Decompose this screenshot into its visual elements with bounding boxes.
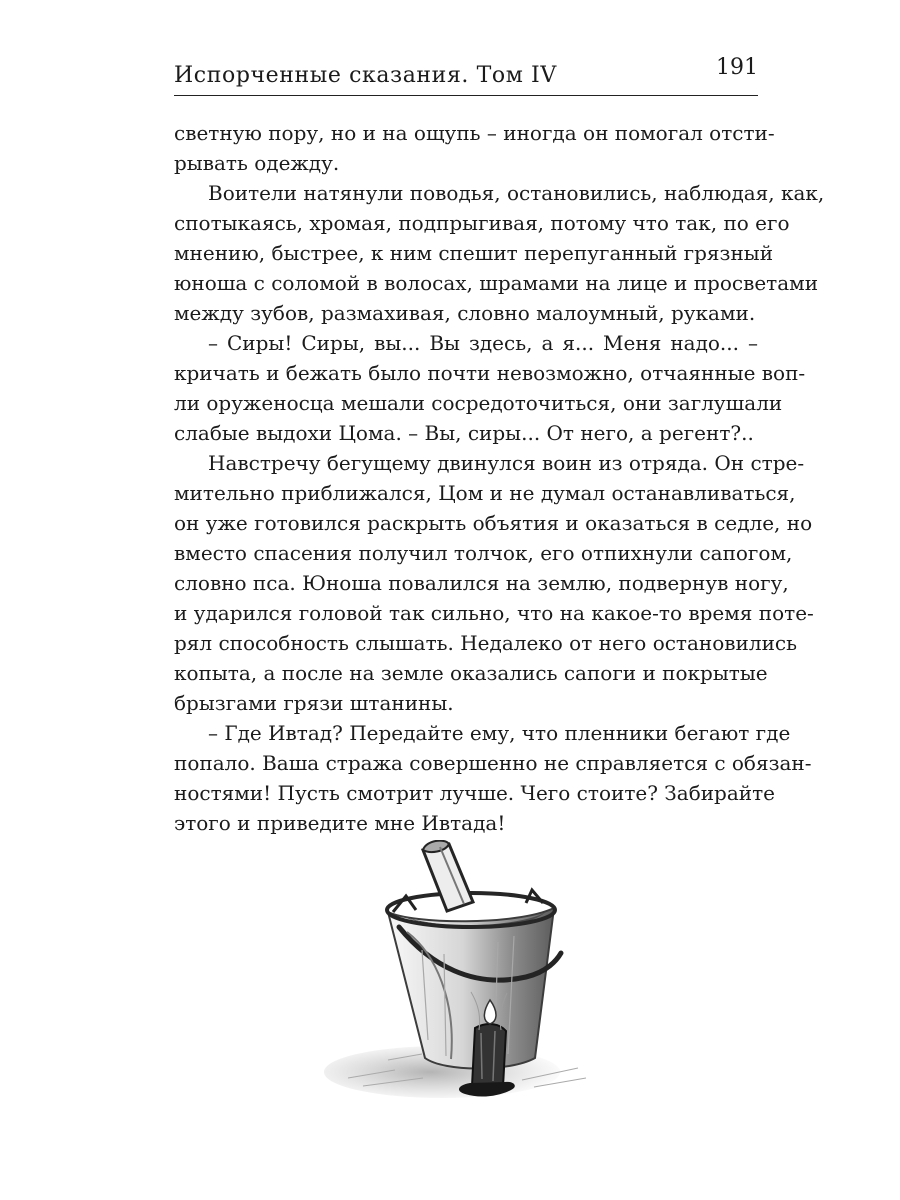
- text-line: слабые выдохи Цома. – Вы, сиры... От него, а регент?..: [174, 421, 754, 445]
- stick: [423, 841, 473, 911]
- text-line: рял способность слышать. Недалеко от него остановились: [174, 631, 798, 655]
- bucket-body: [388, 908, 554, 1069]
- text-line: юноша с соломой в волосах, шрамами на лице и просветами: [174, 271, 819, 295]
- text-line: мительно приближался, Цом и не думал останавливаться,: [174, 481, 796, 505]
- text-line: копыта, а после на земле оказались сапоги и покрытые: [174, 661, 768, 685]
- text-line: попало. Ваша стража совершенно не справляется с обязан-: [174, 751, 812, 775]
- text-line: спотыкаясь, хромая, подпрыгивая, потому что так, по его: [174, 211, 790, 235]
- text-line: кричать и бежать было почти невозможно, отчаянные воп-: [174, 361, 806, 385]
- text-line: этого и приведите мне Ивтада!: [174, 811, 506, 835]
- text-line: рывать одежду.: [174, 151, 340, 175]
- book-title: Испорченные сказания. Том IV: [174, 63, 557, 88]
- text-line: Воители натянули поводья, остановились, наблюдая, как,: [208, 181, 825, 205]
- text-line: он уже готовился раскрыть объятия и оказаться в седле, но: [174, 511, 813, 535]
- page-number: 191: [716, 55, 758, 80]
- running-header: [174, 57, 758, 96]
- text-line: словно пса. Юноша повалился на землю, подвернув ногу,: [174, 571, 789, 595]
- text-line: Навстречу бегущему двинулся воин из отряда. Он стре-: [208, 451, 805, 475]
- wax-drip: [459, 1082, 515, 1097]
- text-line: светную пору, но и на ощупь – иногда он помогал отсти-: [174, 121, 775, 145]
- text-line: – Где Ивтад? Передайте ему, что пленники бегают где: [208, 721, 791, 745]
- text-line: между зубов, размахивая, словно малоумный, руками.: [174, 301, 756, 325]
- text-line: брызгами грязи штанины.: [174, 691, 454, 715]
- text-line: ли оруженосца мешали сосредоточиться, они заглушали: [174, 391, 783, 415]
- stick-body: [423, 844, 473, 911]
- text-line: – Сиры! Сиры, вы... Вы здесь, а я... Меня надо... –: [208, 331, 758, 355]
- bucket-candle-illustration: [300, 840, 600, 1110]
- text-line: мнению, быстрее, к ним спешит перепуганный грязный: [174, 241, 774, 265]
- text-line: ностями! Пусть смотрит лучше. Чего стоите? Забирайте: [174, 781, 776, 805]
- rim-hook-right: [526, 890, 543, 903]
- text-line: и ударился головой так сильно, что на какое-то время поте-: [174, 601, 814, 625]
- body-text: [174, 118, 825, 838]
- text-line: вместо спасения получил толчок, его отпихнули сапогом,: [174, 541, 793, 565]
- candle-body: [472, 1024, 506, 1092]
